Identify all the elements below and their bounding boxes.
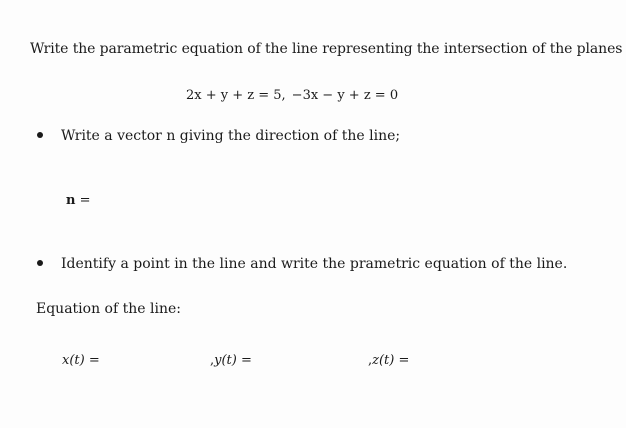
section-title: Equation of the line: (36, 301, 181, 317)
y-equation-answer (210, 353, 266, 368)
bullet-item-direction (37, 128, 400, 144)
bullet-text-point: Identify a point in the line and write the prametric equation of the line. (61, 256, 568, 272)
y-equals: = (241, 353, 252, 368)
x-equals: = (88, 353, 100, 368)
question-prompt: Write the parametric equation of the line representing the intersection of the planes (30, 41, 623, 57)
x-lhs: x(t) (62, 353, 85, 368)
vector-symbol: n (66, 193, 76, 208)
y-equation-input[interactable] (256, 354, 266, 368)
y-prefix: , (210, 353, 215, 368)
y-lhs: y(t) (214, 353, 237, 368)
z-lhs: z(t) (372, 353, 395, 368)
plane-equation-2: −3x − y + z = 0 (291, 88, 399, 103)
z-equation-answer (368, 353, 424, 368)
x-equation-input[interactable] (104, 354, 114, 368)
bullet-text-direction: Write a vector n giving the direction of the line; (61, 128, 401, 144)
z-equals: = (398, 353, 410, 368)
direction-vector-input[interactable] (95, 194, 105, 208)
direction-vector-answer (66, 193, 105, 208)
z-prefix: , (368, 353, 373, 368)
z-equation-input[interactable] (414, 354, 424, 368)
bullet-dot-icon (37, 132, 43, 138)
x-equation-answer (62, 353, 114, 368)
plane-equation-1: 2x + y + z = 5, (186, 88, 286, 103)
bullet-item-point (37, 256, 567, 272)
plane-equations (186, 88, 398, 103)
bullet-dot-icon (37, 260, 43, 266)
vector-equals: = (79, 193, 91, 208)
